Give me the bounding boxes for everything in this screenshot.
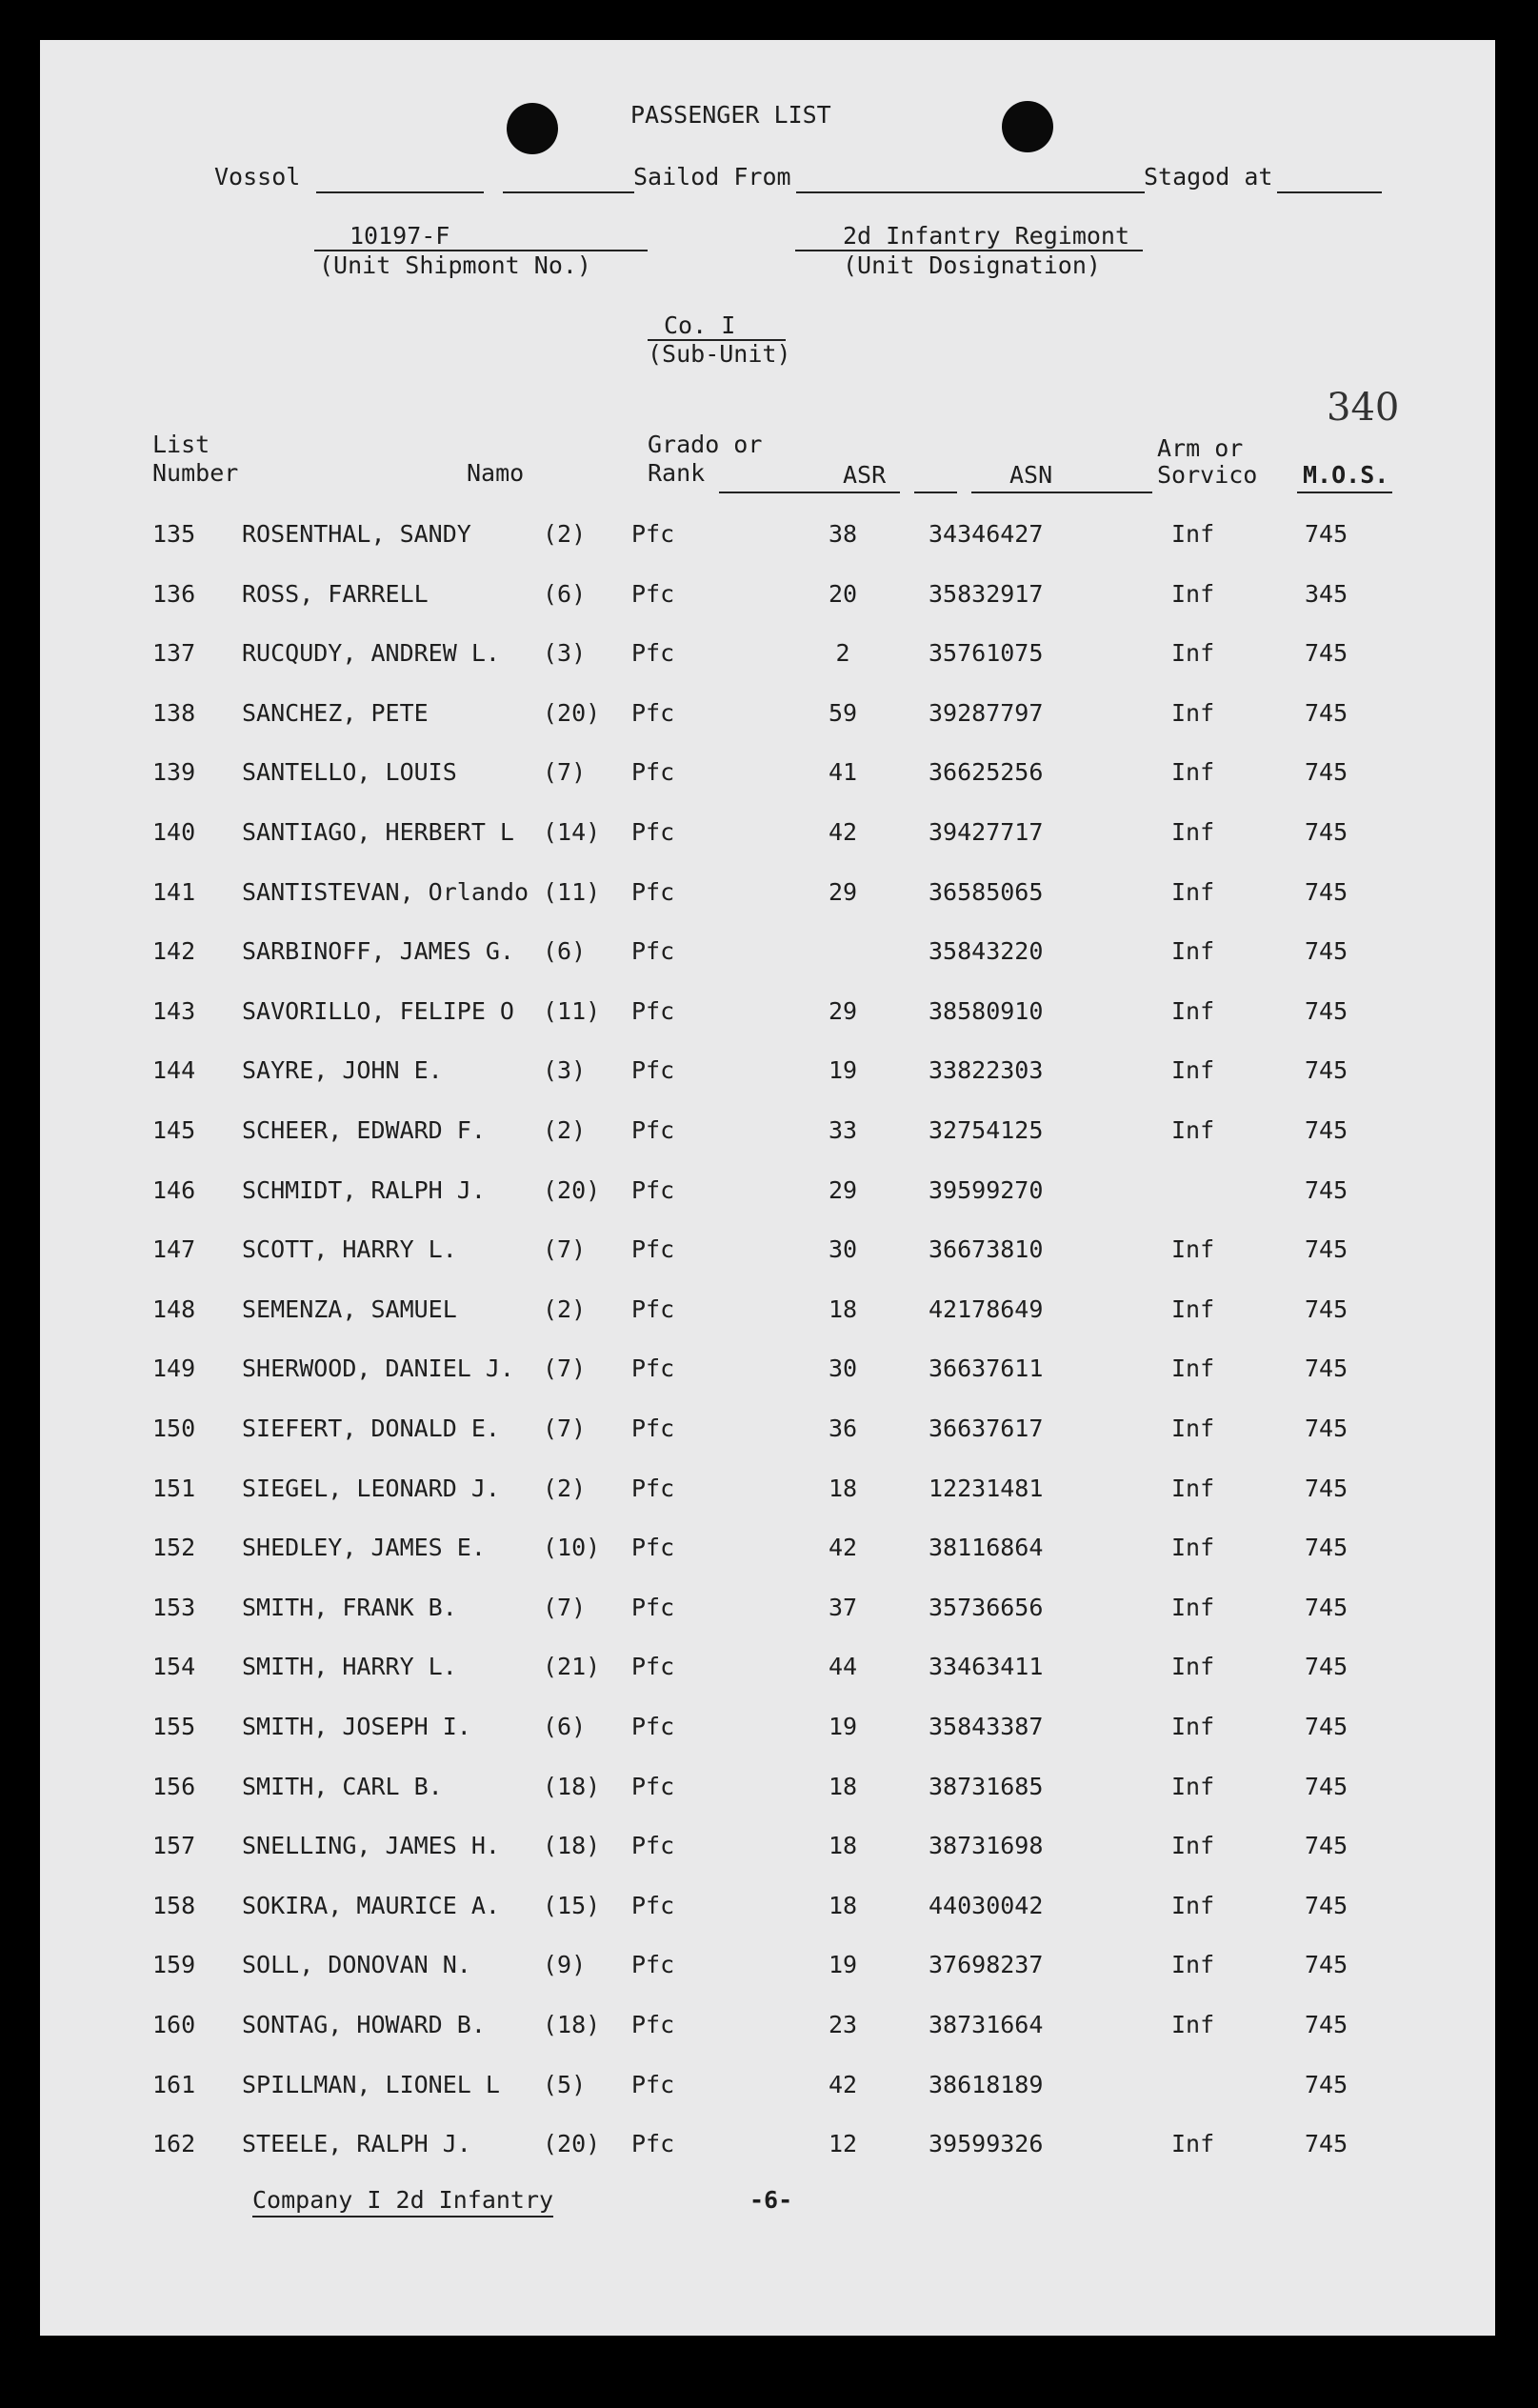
row-count: (6) bbox=[543, 937, 587, 966]
table-row bbox=[0, 1056, 1538, 1115]
unit-designation-caption: (Unit Dosignation) bbox=[843, 251, 1101, 279]
row-mos: 745 bbox=[1305, 1653, 1348, 1681]
staged-at-blank bbox=[1277, 191, 1382, 193]
row-grade: Pfc bbox=[631, 520, 675, 548]
row-name: SANTELLO, LOUIS bbox=[242, 758, 457, 787]
row-name: SCOTT, HARRY L. bbox=[242, 1235, 457, 1264]
row-name: SMITH, JOSEPH I. bbox=[242, 1713, 471, 1740]
table-row bbox=[0, 520, 1538, 579]
table-row bbox=[0, 818, 1538, 877]
row-name: ROSS, FARRELL bbox=[242, 579, 429, 608]
row-count: (11) bbox=[543, 996, 601, 1025]
row-arm: Inf bbox=[1171, 1713, 1215, 1740]
row-asr: 29 bbox=[828, 1175, 858, 1204]
row-name: SCHEER, EDWARD F. bbox=[242, 1116, 486, 1144]
row-name: SEMENZA, SAMUEL bbox=[242, 1294, 457, 1323]
row-name: SANTIAGO, HERBERT L bbox=[242, 818, 514, 846]
row-arm: Inf bbox=[1171, 639, 1215, 668]
row-mos: 745 bbox=[1305, 520, 1348, 548]
row-asr: 18 bbox=[828, 1832, 858, 1860]
row-arm: Inf bbox=[1171, 2130, 1215, 2158]
row-count: (2) bbox=[543, 1294, 587, 1323]
row-name: ROSENTHAL, SANDY bbox=[242, 520, 471, 548]
row-count: (18) bbox=[543, 1832, 601, 1860]
row-mos: 745 bbox=[1305, 877, 1348, 906]
footer-page-number: -6- bbox=[749, 2186, 793, 2214]
row-name: SMITH, CARL B. bbox=[242, 1772, 443, 1800]
row-count: (7) bbox=[543, 1593, 587, 1621]
row-arm: Inf bbox=[1171, 818, 1215, 846]
row-name: SIEGEL, LEONARD J. bbox=[242, 1474, 500, 1502]
row-arm: Inf bbox=[1171, 1891, 1215, 1919]
row-asr: 29 bbox=[828, 996, 858, 1025]
row-mos: 745 bbox=[1305, 1116, 1348, 1144]
row-asn: 35832917 bbox=[929, 579, 1044, 608]
row-asn: 39599270 bbox=[929, 1175, 1044, 1204]
row-asr: 18 bbox=[828, 1294, 858, 1323]
row-name: SONTAG, HOWARD B. bbox=[242, 2011, 486, 2038]
row-list-number: 145 bbox=[152, 1116, 196, 1144]
row-asn: 33822303 bbox=[929, 1056, 1044, 1085]
row-asn: 36637617 bbox=[929, 1415, 1044, 1442]
col-list-number-2: Number bbox=[152, 459, 239, 487]
row-mos: 745 bbox=[1305, 1713, 1348, 1740]
row-arm: Inf bbox=[1171, 579, 1215, 608]
row-asn: 38618189 bbox=[929, 2070, 1044, 2098]
row-count: (2) bbox=[543, 520, 587, 548]
row-arm: Inf bbox=[1171, 758, 1215, 787]
table-row bbox=[0, 580, 1538, 639]
row-count: (10) bbox=[543, 1534, 601, 1562]
row-asn: 35843220 bbox=[929, 937, 1044, 966]
row-grade: Pfc bbox=[631, 2130, 675, 2158]
table-row bbox=[0, 2011, 1538, 2070]
row-asr: 42 bbox=[828, 2070, 858, 2098]
row-count: (7) bbox=[543, 1415, 587, 1442]
row-list-number: 139 bbox=[152, 758, 196, 787]
row-mos: 745 bbox=[1305, 2130, 1348, 2158]
row-count: (5) bbox=[543, 2070, 587, 2098]
row-grade: Pfc bbox=[631, 818, 675, 846]
row-mos: 745 bbox=[1305, 1354, 1348, 1383]
row-grade: Pfc bbox=[631, 877, 675, 906]
row-count: (15) bbox=[543, 1891, 601, 1919]
row-list-number: 147 bbox=[152, 1235, 196, 1264]
sailed-from-blank bbox=[796, 191, 1145, 193]
row-count: (11) bbox=[543, 877, 601, 906]
row-arm: Inf bbox=[1171, 1415, 1215, 1442]
vessel-blank-2 bbox=[503, 191, 634, 193]
row-asn: 12231481 bbox=[929, 1474, 1044, 1502]
table-row bbox=[0, 1235, 1538, 1294]
row-mos: 745 bbox=[1305, 1832, 1348, 1860]
row-count: (14) bbox=[543, 818, 601, 846]
row-grade: Pfc bbox=[631, 1772, 675, 1800]
row-list-number: 157 bbox=[152, 1832, 196, 1860]
row-grade: Pfc bbox=[631, 698, 675, 727]
row-list-number: 141 bbox=[152, 877, 196, 906]
document-title: PASSENGER LIST bbox=[630, 101, 831, 129]
row-count: (20) bbox=[543, 2130, 601, 2158]
row-grade: Pfc bbox=[631, 2070, 675, 2098]
row-asr: 42 bbox=[828, 818, 858, 846]
row-mos: 745 bbox=[1305, 1772, 1348, 1800]
row-mos: 745 bbox=[1305, 996, 1348, 1025]
row-asn: 39427717 bbox=[929, 818, 1044, 846]
row-grade: Pfc bbox=[631, 1713, 675, 1740]
row-arm: Inf bbox=[1171, 1951, 1215, 1979]
row-asn: 38731685 bbox=[929, 1772, 1044, 1800]
row-grade: Pfc bbox=[631, 996, 675, 1025]
row-asr: 30 bbox=[828, 1354, 858, 1383]
row-grade: Pfc bbox=[631, 1235, 675, 1264]
row-grade: Pfc bbox=[631, 1294, 675, 1323]
row-asr: 19 bbox=[828, 1713, 858, 1740]
row-asn: 35843387 bbox=[929, 1713, 1044, 1740]
row-grade: Pfc bbox=[631, 758, 675, 787]
row-name: SAYRE, JOHN E. bbox=[242, 1056, 443, 1085]
col-asn-line bbox=[971, 492, 1152, 493]
row-grade: Pfc bbox=[631, 1891, 675, 1919]
row-asr: 23 bbox=[828, 2011, 858, 2038]
table-row bbox=[0, 639, 1538, 698]
row-name: SANCHEZ, PETE bbox=[242, 698, 429, 727]
row-mos: 745 bbox=[1305, 1056, 1348, 1085]
col-arm-1: Arm or bbox=[1157, 434, 1244, 462]
row-asr: 59 bbox=[828, 698, 858, 727]
row-grade: Pfc bbox=[631, 937, 675, 966]
row-mos: 745 bbox=[1305, 818, 1348, 846]
row-list-number: 156 bbox=[152, 1772, 196, 1800]
row-asr: 36 bbox=[828, 1415, 858, 1442]
table-row bbox=[0, 1892, 1538, 1951]
table-row bbox=[0, 1832, 1538, 1891]
unit-shipment-caption: (Unit Shipmont No.) bbox=[319, 251, 591, 279]
row-grade: Pfc bbox=[631, 1175, 675, 1204]
row-asn: 42178649 bbox=[929, 1294, 1044, 1323]
row-list-number: 151 bbox=[152, 1474, 196, 1502]
table-row bbox=[0, 1653, 1538, 1712]
row-mos: 745 bbox=[1305, 639, 1348, 668]
table-row bbox=[0, 758, 1538, 817]
row-mos: 745 bbox=[1305, 1474, 1348, 1502]
row-mos: 745 bbox=[1305, 2011, 1348, 2038]
row-asn: 39287797 bbox=[929, 698, 1044, 727]
row-mos: 745 bbox=[1305, 1175, 1348, 1204]
col-mos-line bbox=[1297, 492, 1392, 493]
vessel-blank-1 bbox=[316, 191, 484, 193]
row-arm: Inf bbox=[1171, 1474, 1215, 1502]
row-mos: 745 bbox=[1305, 1593, 1348, 1621]
col-list-number-1: List bbox=[152, 431, 210, 458]
row-arm: Inf bbox=[1171, 698, 1215, 727]
col-asr-line bbox=[914, 492, 957, 493]
table-row bbox=[0, 937, 1538, 996]
table-row bbox=[0, 997, 1538, 1056]
row-name: SCHMIDT, RALPH J. bbox=[242, 1175, 486, 1204]
page-stamp: 340 bbox=[1327, 386, 1400, 430]
col-arm-2: Sorvico bbox=[1157, 461, 1258, 489]
row-asn: 39599326 bbox=[929, 2130, 1044, 2158]
row-grade: Pfc bbox=[631, 1354, 675, 1383]
unit-shipment-no: 10197-F bbox=[350, 222, 450, 250]
row-grade: Pfc bbox=[631, 2011, 675, 2038]
row-arm: Inf bbox=[1171, 1832, 1215, 1860]
staged-at-label: Stagod at bbox=[1144, 163, 1273, 191]
col-grade-1: Grado or bbox=[648, 431, 763, 458]
row-arm: Inf bbox=[1171, 877, 1215, 906]
row-list-number: 161 bbox=[152, 2070, 196, 2098]
row-list-number: 148 bbox=[152, 1294, 196, 1323]
row-grade: Pfc bbox=[631, 639, 675, 668]
punch-hole-left bbox=[507, 103, 558, 154]
row-arm: Inf bbox=[1171, 937, 1215, 966]
table-row bbox=[0, 1415, 1538, 1474]
row-grade: Pfc bbox=[631, 579, 675, 608]
punch-hole-right bbox=[1002, 101, 1053, 152]
row-count: (7) bbox=[543, 1354, 587, 1383]
row-grade: Pfc bbox=[631, 1056, 675, 1085]
row-name: SPILLMAN, LIONEL L bbox=[242, 2070, 500, 2098]
col-grade-line bbox=[719, 492, 900, 493]
row-asn: 32754125 bbox=[929, 1116, 1044, 1144]
row-name: SOKIRA, MAURICE A. bbox=[242, 1891, 500, 1919]
table-row bbox=[0, 878, 1538, 937]
row-asn: 36625256 bbox=[929, 758, 1044, 787]
row-count: (6) bbox=[543, 1713, 587, 1740]
row-asn: 35761075 bbox=[929, 639, 1044, 668]
row-asr: 18 bbox=[828, 1891, 858, 1919]
row-count: (3) bbox=[543, 1056, 587, 1085]
row-list-number: 155 bbox=[152, 1713, 196, 1740]
row-asr: 37 bbox=[828, 1593, 858, 1621]
row-list-number: 136 bbox=[152, 579, 196, 608]
row-name: SMITH, HARRY L. bbox=[242, 1653, 457, 1681]
row-mos: 745 bbox=[1305, 1294, 1348, 1323]
row-asr: 30 bbox=[828, 1235, 858, 1264]
row-asr: 19 bbox=[828, 1056, 858, 1085]
table-row bbox=[0, 1594, 1538, 1653]
row-arm: Inf bbox=[1171, 1772, 1215, 1800]
row-grade: Pfc bbox=[631, 1474, 675, 1502]
row-mos: 745 bbox=[1305, 1415, 1348, 1442]
row-arm: Inf bbox=[1171, 1534, 1215, 1562]
row-mos: 745 bbox=[1305, 758, 1348, 787]
row-name: SHEDLEY, JAMES E. bbox=[242, 1534, 486, 1562]
row-name: SARBINOFF, JAMES G. bbox=[242, 937, 514, 966]
row-list-number: 158 bbox=[152, 1891, 196, 1919]
table-row bbox=[0, 1713, 1538, 1772]
row-name: SNELLING, JAMES H. bbox=[242, 1832, 500, 1860]
row-grade: Pfc bbox=[631, 1534, 675, 1562]
row-list-number: 154 bbox=[152, 1653, 196, 1681]
table-row bbox=[0, 2130, 1538, 2189]
row-count: (21) bbox=[543, 1653, 601, 1681]
row-list-number: 138 bbox=[152, 698, 196, 727]
row-list-number: 140 bbox=[152, 818, 196, 846]
row-name: SHERWOOD, DANIEL J. bbox=[242, 1354, 514, 1383]
row-name: SIEFERT, DONALD E. bbox=[242, 1415, 500, 1442]
row-asn: 35736656 bbox=[929, 1593, 1044, 1621]
row-mos: 745 bbox=[1305, 1534, 1348, 1562]
row-arm: Inf bbox=[1171, 1294, 1215, 1323]
row-list-number: 162 bbox=[152, 2130, 196, 2158]
row-count: (18) bbox=[543, 2011, 601, 2038]
row-asn: 44030042 bbox=[929, 1891, 1044, 1919]
row-list-number: 137 bbox=[152, 639, 196, 668]
row-grade: Pfc bbox=[631, 1832, 675, 1860]
row-arm: Inf bbox=[1171, 1354, 1215, 1383]
row-mos: 745 bbox=[1305, 1235, 1348, 1264]
row-count: (2) bbox=[543, 1474, 587, 1502]
col-asr: ASR bbox=[843, 461, 887, 489]
row-mos: 345 bbox=[1305, 579, 1348, 608]
row-asr: 2 bbox=[835, 639, 850, 668]
row-grade: Pfc bbox=[631, 1951, 675, 1979]
row-list-number: 150 bbox=[152, 1415, 196, 1442]
row-list-number: 159 bbox=[152, 1951, 196, 1979]
row-count: (18) bbox=[543, 1772, 601, 1800]
row-asn: 36673810 bbox=[929, 1235, 1044, 1264]
row-asr: 44 bbox=[828, 1653, 858, 1681]
row-asr: 18 bbox=[828, 1772, 858, 1800]
table-row bbox=[0, 1773, 1538, 1832]
row-arm: Inf bbox=[1171, 1056, 1215, 1085]
row-asn: 36637611 bbox=[929, 1354, 1044, 1383]
row-mos: 745 bbox=[1305, 1891, 1348, 1919]
footer-company: Company I 2d Infantry bbox=[252, 2186, 553, 2217]
row-list-number: 142 bbox=[152, 937, 196, 966]
row-asr: 41 bbox=[828, 758, 858, 787]
row-list-number: 149 bbox=[152, 1354, 196, 1383]
row-name: SANTISTEVAN, Orlando bbox=[242, 877, 529, 906]
row-asn: 38731664 bbox=[929, 2011, 1044, 2038]
row-arm: Inf bbox=[1171, 520, 1215, 548]
row-arm: Inf bbox=[1171, 996, 1215, 1025]
row-name: SOLL, DONOVAN N. bbox=[242, 1951, 471, 1979]
sailed-from-label: Sailod From bbox=[633, 163, 791, 191]
row-mos: 745 bbox=[1305, 698, 1348, 727]
table-row bbox=[0, 1116, 1538, 1175]
row-asr: 19 bbox=[828, 1951, 858, 1979]
row-asn: 38116864 bbox=[929, 1534, 1044, 1562]
row-count: (7) bbox=[543, 758, 587, 787]
row-count: (3) bbox=[543, 639, 587, 668]
row-asn: 34346427 bbox=[929, 520, 1044, 548]
row-asr: 38 bbox=[828, 520, 858, 548]
row-list-number: 135 bbox=[152, 520, 196, 548]
table-row bbox=[0, 1354, 1538, 1414]
row-count: (20) bbox=[543, 698, 601, 727]
row-asn: 36585065 bbox=[929, 877, 1044, 906]
row-count: (6) bbox=[543, 579, 587, 608]
row-arm: Inf bbox=[1171, 1235, 1215, 1264]
row-asr: 12 bbox=[828, 2130, 858, 2158]
row-arm: Inf bbox=[1171, 1593, 1215, 1621]
col-name: Namo bbox=[467, 459, 525, 487]
row-asn: 33463411 bbox=[929, 1653, 1044, 1681]
table-row bbox=[0, 1295, 1538, 1354]
row-count: (20) bbox=[543, 1175, 601, 1204]
table-row bbox=[0, 2071, 1538, 2130]
row-grade: Pfc bbox=[631, 1653, 675, 1681]
row-list-number: 146 bbox=[152, 1175, 196, 1204]
row-mos: 745 bbox=[1305, 2070, 1348, 2098]
row-count: (7) bbox=[543, 1235, 587, 1264]
row-list-number: 153 bbox=[152, 1593, 196, 1621]
row-name: SMITH, FRANK B. bbox=[242, 1593, 457, 1621]
row-asn: 37698237 bbox=[929, 1951, 1044, 1979]
row-count: (9) bbox=[543, 1951, 587, 1979]
row-list-number: 143 bbox=[152, 996, 196, 1025]
col-asn: ASN bbox=[1009, 461, 1053, 489]
row-list-number: 144 bbox=[152, 1056, 196, 1085]
row-asr: 18 bbox=[828, 1474, 858, 1502]
row-asr: 33 bbox=[828, 1116, 858, 1144]
row-grade: Pfc bbox=[631, 1116, 675, 1144]
sub-unit-caption: (Sub-Unit) bbox=[648, 340, 791, 368]
row-mos: 745 bbox=[1305, 937, 1348, 966]
table-row bbox=[0, 1951, 1538, 2010]
row-count: (2) bbox=[543, 1116, 587, 1144]
table-row bbox=[0, 1176, 1538, 1235]
row-mos: 745 bbox=[1305, 1951, 1348, 1979]
row-grade: Pfc bbox=[631, 1593, 675, 1621]
row-arm: Inf bbox=[1171, 1653, 1215, 1681]
row-name: RUCQUDY, ANDREW L. bbox=[242, 639, 500, 668]
row-asn: 38731698 bbox=[929, 1832, 1044, 1860]
row-asr: 42 bbox=[828, 1534, 858, 1562]
row-asr: 29 bbox=[828, 877, 858, 906]
vessel-label: Vossol bbox=[214, 163, 301, 191]
table-row bbox=[0, 699, 1538, 758]
sub-unit: Co. I bbox=[664, 311, 736, 339]
row-arm: Inf bbox=[1171, 1116, 1215, 1144]
row-asn: 38580910 bbox=[929, 996, 1044, 1025]
row-name: SAVORILLO, FELIPE O bbox=[242, 996, 514, 1025]
row-asr: 20 bbox=[828, 579, 858, 608]
row-list-number: 152 bbox=[152, 1534, 196, 1562]
row-name: STEELE, RALPH J. bbox=[242, 2130, 471, 2158]
row-grade: Pfc bbox=[631, 1415, 675, 1442]
unit-designation: 2d Infantry Regimont bbox=[843, 222, 1130, 250]
col-mos: M.O.S. bbox=[1303, 461, 1389, 489]
col-grade-2: Rank bbox=[648, 459, 706, 487]
row-list-number: 160 bbox=[152, 2011, 196, 2038]
row-arm: Inf bbox=[1171, 2011, 1215, 2038]
table-row bbox=[0, 1534, 1538, 1593]
table-row bbox=[0, 1475, 1538, 1534]
